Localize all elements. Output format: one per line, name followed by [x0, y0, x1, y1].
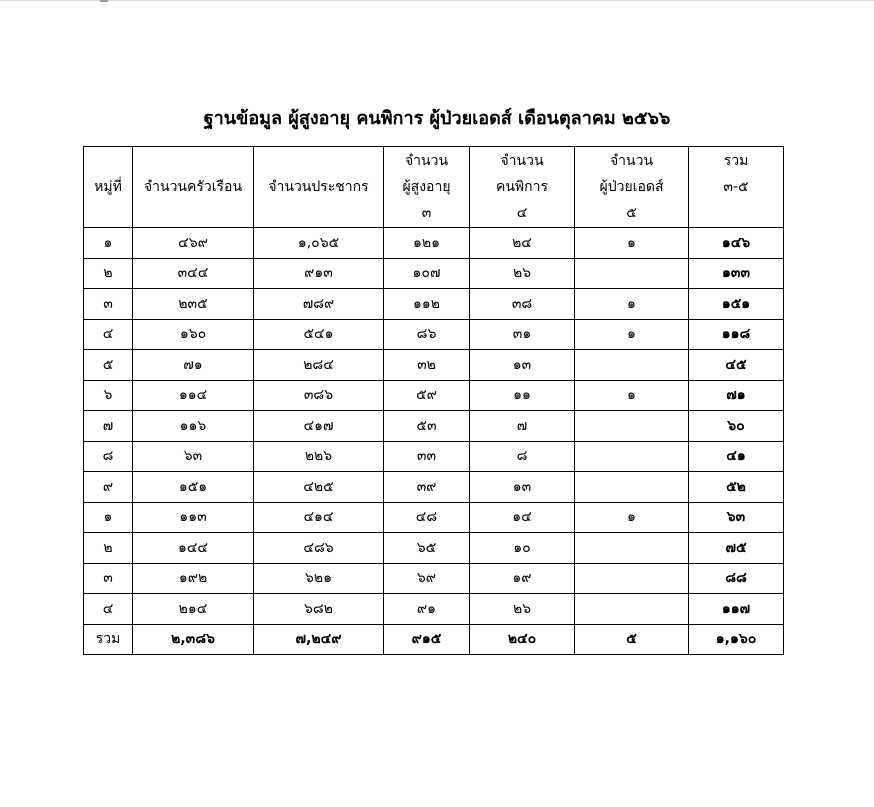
cell-elderly: ๓๒ — [384, 350, 470, 381]
cell-total: ๘๘ — [689, 563, 784, 594]
cell-total: ๕๒ — [689, 472, 784, 503]
header-households: จำนวนครัวเรือน — [133, 147, 254, 228]
cell-elderly: ๑๐๗ — [384, 258, 470, 289]
cell-elderly: ๓๓ — [384, 441, 470, 472]
table-row — [84, 380, 784, 411]
cell-households: ๑๑๔ — [133, 380, 254, 411]
cell-households: ๖๓ — [133, 441, 254, 472]
cell-aids: ๑ — [575, 319, 689, 350]
table-row — [84, 502, 784, 533]
cell-total: ๖๐ — [689, 411, 784, 442]
cell-elderly: ๓๙ — [384, 472, 470, 503]
cell-disabled: ๒๖ — [470, 258, 575, 289]
cell-elderly: ๔๘ — [384, 502, 470, 533]
cell-village: ๒ — [84, 533, 133, 564]
table-row — [84, 441, 784, 472]
cell-elderly: ๕๙ — [384, 380, 470, 411]
table-row — [84, 594, 784, 625]
cell-disabled: ๑๑ — [470, 380, 575, 411]
table-row — [84, 411, 784, 442]
cell-elderly: ๑๒๑ — [384, 228, 470, 259]
cell-aids: ๑ — [575, 228, 689, 259]
table-row — [84, 350, 784, 381]
cell-total: ๗๑ — [689, 380, 784, 411]
cell-population: ๖๘๒ — [254, 594, 384, 625]
cell-households: ๒๓๕ — [133, 289, 254, 320]
top-mark — [100, 0, 108, 2]
cell-elderly: ๕๓ — [384, 411, 470, 442]
total-aids: ๕ — [575, 624, 689, 654]
cell-disabled: ๒๔ — [470, 228, 575, 259]
cell-elderly: ๘๖ — [384, 319, 470, 350]
cell-households: ๑๔๔ — [133, 533, 254, 564]
header-population: จำนวนประชากร — [254, 147, 384, 228]
grand-total: ๑,๑๖๐ — [689, 624, 784, 654]
cell-population: ๒๘๔ — [254, 350, 384, 381]
cell-village: ๓ — [84, 289, 133, 320]
cell-population: ๑,๐๖๕ — [254, 228, 384, 259]
document-title: ฐานข้อมูล ผู้สูงอายุ คนพิการ ผู้ป่วยเอดส์ เดือนตุลาคม ๒๕๖๖ — [203, 108, 671, 129]
total-population: ๗,๒๔๙ — [254, 624, 384, 654]
cell-village: ๑ — [84, 228, 133, 259]
totals-label: รวม — [84, 624, 133, 654]
cell-village: ๙ — [84, 472, 133, 503]
cell-population: ๔๘๖ — [254, 533, 384, 564]
top-divider — [0, 0, 874, 1]
cell-population: ๕๔๑ — [254, 319, 384, 350]
cell-village: ๕ — [84, 350, 133, 381]
cell-population: ๙๑๓ — [254, 258, 384, 289]
cell-disabled: ๗ — [470, 411, 575, 442]
cell-disabled: ๓๑ — [470, 319, 575, 350]
cell-aids: ๑ — [575, 380, 689, 411]
table-row — [84, 228, 784, 259]
cell-population: ๖๒๑ — [254, 563, 384, 594]
cell-disabled: ๑๓ — [470, 350, 575, 381]
total-elderly: ๙๑๕ — [384, 624, 470, 654]
cell-households: ๗๑ — [133, 350, 254, 381]
cell-total: ๑๑๗ — [689, 594, 784, 625]
cell-elderly: ๖๕ — [384, 533, 470, 564]
header-total: รวม ๓-๕ — [689, 147, 784, 228]
totals-row — [84, 624, 784, 654]
cell-disabled: ๓๘ — [470, 289, 575, 320]
cell-aids — [575, 472, 689, 503]
cell-disabled: ๘ — [470, 441, 575, 472]
data-table — [83, 146, 784, 655]
cell-aids — [575, 411, 689, 442]
cell-aids: ๑ — [575, 289, 689, 320]
cell-population: ๔๑๔ — [254, 502, 384, 533]
cell-elderly: ๖๙ — [384, 563, 470, 594]
table-row — [84, 563, 784, 594]
header-village: หมู่ที่ — [84, 147, 133, 228]
cell-village: ๖ — [84, 380, 133, 411]
cell-households: ๑๑๓ — [133, 502, 254, 533]
cell-village: ๑ — [84, 502, 133, 533]
cell-aids — [575, 533, 689, 564]
cell-village: ๓ — [84, 563, 133, 594]
cell-population: ๔๒๕ — [254, 472, 384, 503]
cell-total: ๑๓๓ — [689, 258, 784, 289]
cell-households: ๑๑๖ — [133, 411, 254, 442]
cell-total: ๑๔๖ — [689, 228, 784, 259]
header-elderly: จำนวน ผู้สูงอายุ ๓ — [384, 147, 470, 228]
table-row — [84, 319, 784, 350]
cell-population: ๓๘๖ — [254, 380, 384, 411]
cell-households: ๑๖๐ — [133, 319, 254, 350]
cell-elderly: ๙๑ — [384, 594, 470, 625]
cell-households: ๑๕๑ — [133, 472, 254, 503]
cell-households: ๒๑๔ — [133, 594, 254, 625]
cell-disabled: ๑๔ — [470, 502, 575, 533]
cell-aids — [575, 594, 689, 625]
header-row — [84, 147, 784, 228]
cell-total: ๔๑ — [689, 441, 784, 472]
cell-village: ๔ — [84, 594, 133, 625]
cell-total: ๖๓ — [689, 502, 784, 533]
cell-elderly: ๑๑๒ — [384, 289, 470, 320]
cell-disabled: ๑๙ — [470, 563, 575, 594]
table-row — [84, 472, 784, 503]
cell-households: ๑๙๒ — [133, 563, 254, 594]
cell-aids — [575, 350, 689, 381]
cell-total: ๗๕ — [689, 533, 784, 564]
cell-total: ๑๕๑ — [689, 289, 784, 320]
table-row — [84, 289, 784, 320]
total-households: ๒,๓๘๖ — [133, 624, 254, 654]
cell-village: ๗ — [84, 411, 133, 442]
cell-disabled: ๒๖ — [470, 594, 575, 625]
header-disabled: จำนวน คนพิการ ๔ — [470, 147, 575, 228]
cell-households: ๔๖๙ — [133, 228, 254, 259]
cell-population: ๗๘๙ — [254, 289, 384, 320]
cell-aids — [575, 258, 689, 289]
cell-disabled: ๑๐ — [470, 533, 575, 564]
cell-households: ๓๔๔ — [133, 258, 254, 289]
cell-village: ๒ — [84, 258, 133, 289]
cell-total: ๑๑๘ — [689, 319, 784, 350]
cell-aids — [575, 563, 689, 594]
cell-aids: ๑ — [575, 502, 689, 533]
cell-total: ๔๕ — [689, 350, 784, 381]
cell-population: ๒๒๖ — [254, 441, 384, 472]
table-row — [84, 258, 784, 289]
header-aids: จำนวน ผู้ป่วยเอดส์ ๕ — [575, 147, 689, 228]
cell-disabled: ๑๓ — [470, 472, 575, 503]
table-row — [84, 533, 784, 564]
cell-village: ๘ — [84, 441, 133, 472]
total-disabled: ๒๔๐ — [470, 624, 575, 654]
cell-village: ๔ — [84, 319, 133, 350]
cell-aids — [575, 441, 689, 472]
cell-population: ๔๑๗ — [254, 411, 384, 442]
